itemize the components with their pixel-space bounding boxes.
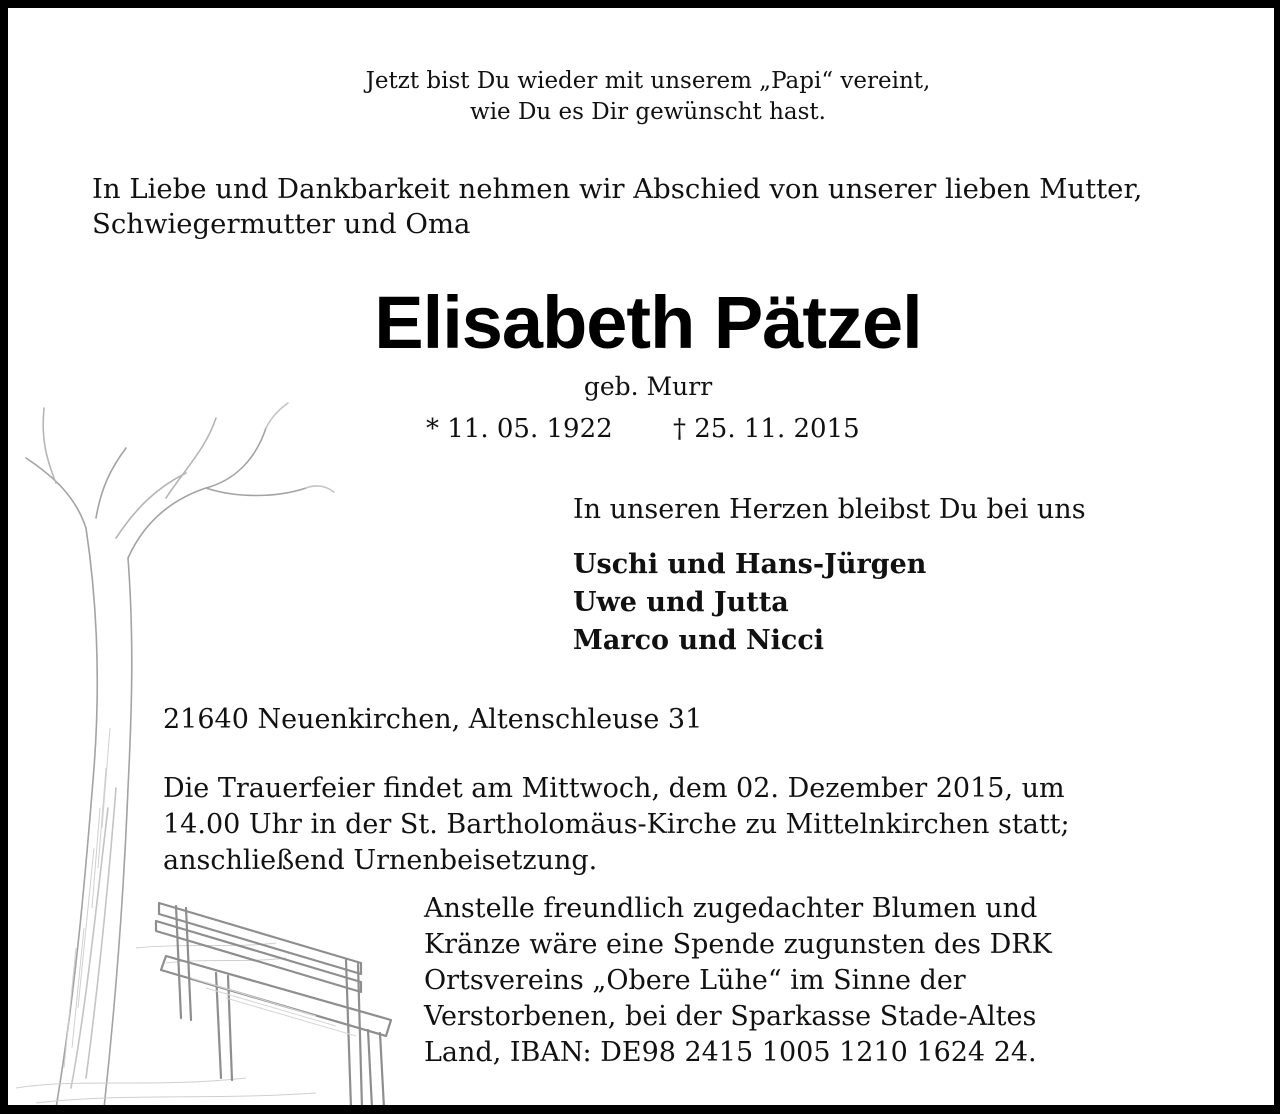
motto — [8, 66, 1280, 128]
donation-line: Verstorbenen, bei der Sparkasse Stade-Altes — [424, 1001, 1037, 1032]
donation-info — [424, 891, 1144, 1071]
remembrance-line: In unseren Herzen bleibst Du bei uns — [573, 494, 1086, 525]
intro-text — [92, 172, 1242, 242]
service-line: anschließend Urnenbeisetzung. — [163, 845, 598, 876]
motto-line: Jetzt bist Du wieder mit unserem „Papi“ vereint, — [365, 68, 931, 94]
birth-name: geb. Murr — [583, 372, 713, 401]
birth-date: * 11. 05. 1922 — [426, 414, 613, 444]
family-member: Uschi und Hans-Jürgen — [573, 549, 927, 580]
tree-bench-illustration — [16, 388, 436, 1108]
death-date: † 25. 11. 2015 — [673, 414, 860, 444]
donation-line: Anstelle freundlich zugedachter Blumen und — [424, 893, 1038, 924]
donation-line: Land, IBAN: DE98 2415 1005 1210 1624 24. — [424, 1037, 1037, 1068]
donation-line: Ortsvereins „Obere Lühe“ im Sinne der — [424, 965, 966, 996]
family-member: Marco und Nicci — [573, 625, 825, 656]
motto-line: wie Du es Dir gewünscht hast. — [470, 99, 826, 125]
donation-line: Kränze wäre eine Spende zugunsten des DRK — [424, 929, 1052, 960]
service-line: Die Trauerfeier findet am Mittwoch, dem 02. Dezember 2015, um — [163, 773, 1065, 804]
funeral-service-info — [163, 771, 1163, 879]
family-list — [573, 546, 926, 660]
deceased-name: Elisabeth Pätzel — [374, 281, 922, 364]
intro-line: Schwiegermutter und Oma — [92, 208, 471, 240]
service-line: 14.00 Uhr in der St. Bartholomäus-Kirche zu Mittelnkirchen statt; — [163, 809, 1070, 840]
intro-line: In Liebe und Dankbarkeit nehmen wir Abschied von unserer lieben Mutter, — [92, 173, 1143, 205]
family-member: Uwe und Jutta — [573, 587, 789, 618]
address: 21640 Neuenkirchen, Altenschleuse 31 — [163, 704, 703, 735]
